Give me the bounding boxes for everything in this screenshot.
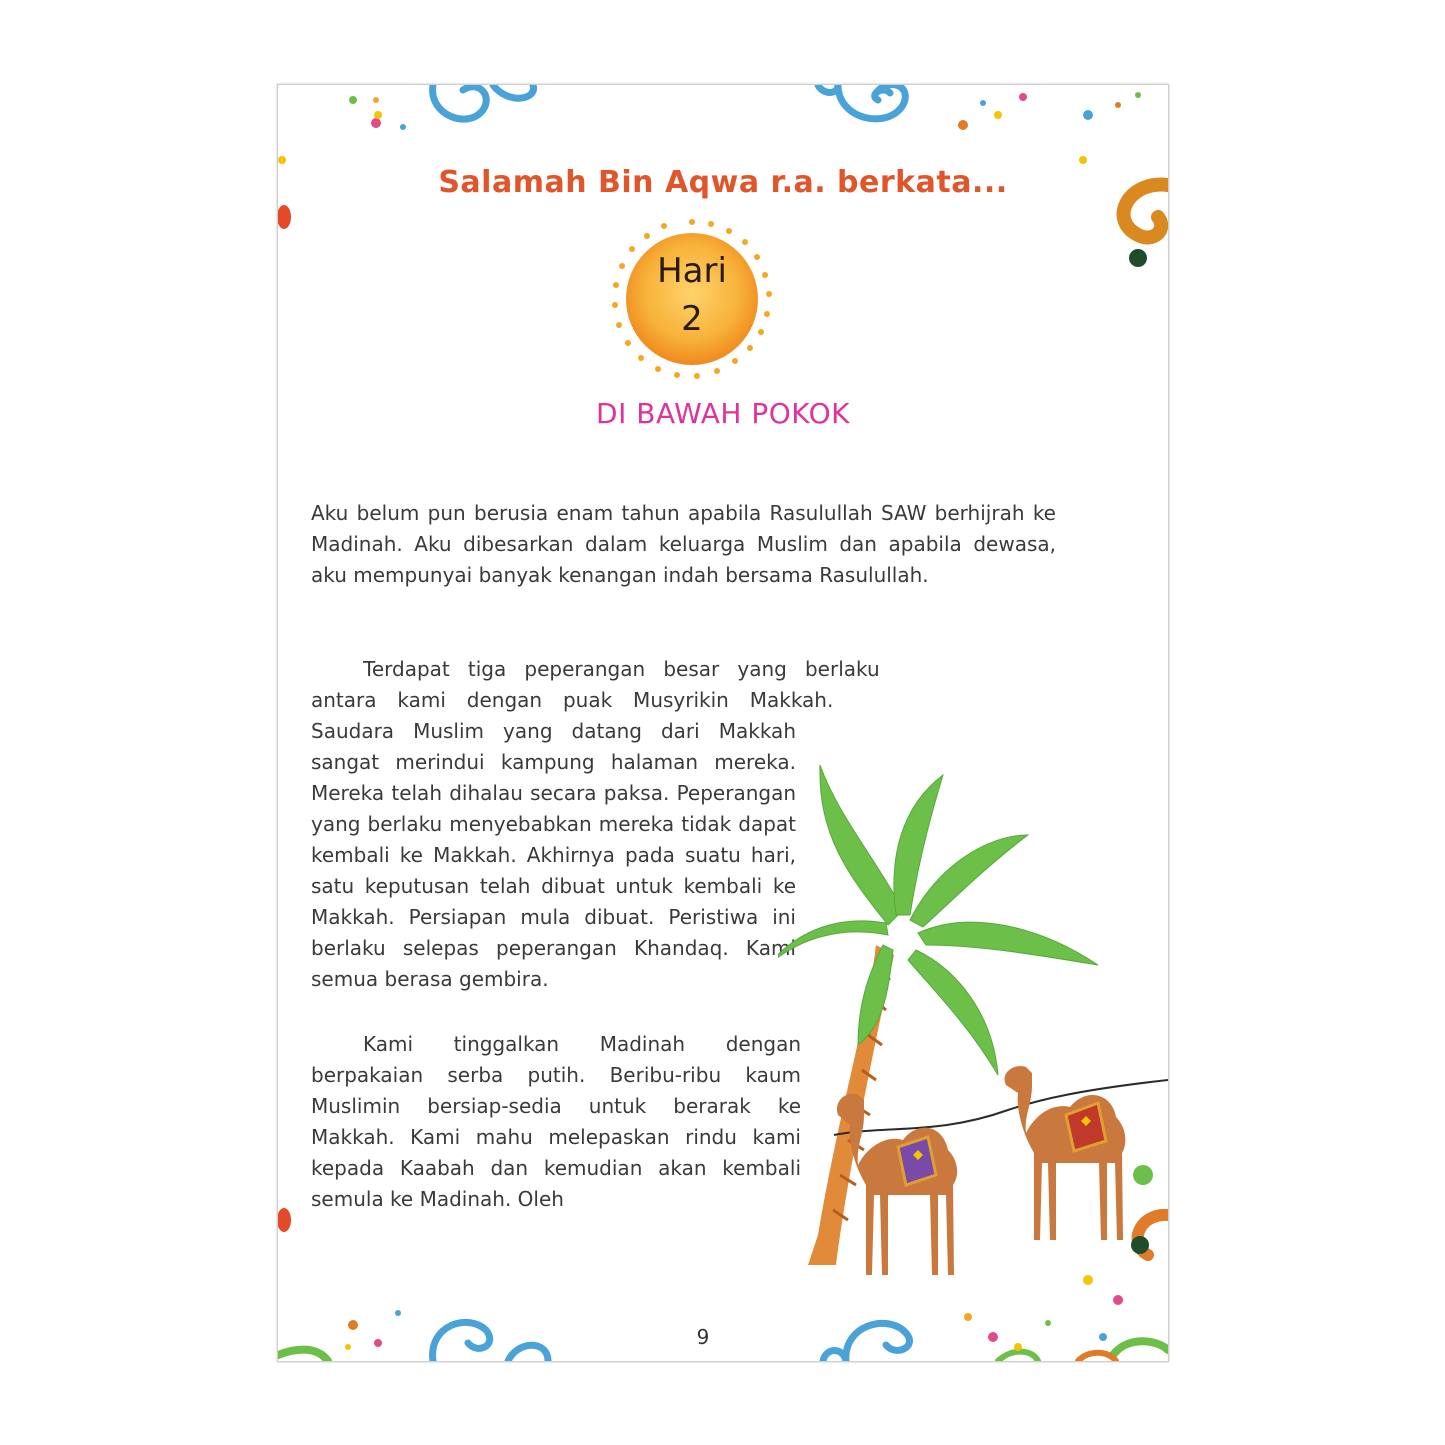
book-page [277, 84, 1169, 1362]
story-subtitle: Salamah Bin Aqwa r.a. berkata... [438, 165, 1008, 200]
paragraph-3: Kami tinggalkan Madinah dengan berpakaian serba putih. Beribu-ribu kaum Muslimin bersiap-sedia untuk berarak ke Makkah. Kami mahu melepaskan rindu kami kepada Kaabah dan kemudian akan kembali semula ke Madinah. Oleh [311, 1032, 801, 1211]
page-number: 9 [696, 1325, 710, 1349]
paragraph-1: Aku belum pun berusia enam tahun apabila Rasulullah SAW berhijrah ke Madinah. Aku dibesarkan dalam keluarga Muslim dan apabila dewasa, aku mempunyai banyak kenangan indah bersama Rasulullah. [311, 501, 1056, 587]
day-number: 2 [681, 299, 703, 339]
day-label: Hari [657, 251, 727, 291]
palm-and-camels-illustration [778, 755, 1168, 1315]
camel-icon [837, 1066, 1125, 1275]
story-title: DI BAWAH POKOK [596, 397, 850, 430]
paragraph-2: Terdapat tiga peperangan besar yang berlaku antara kami dengan puak Musyrikin Makkah. Saudara Muslim yang datang dari Makkah sangat merindui kampung halaman mereka. Mereka telah dihalau secara paksa. Peperangan yang berlaku menyebabkan mereka tidak dapat kembali ke Makkah. Akhirnya pada suatu hari, satu keputusan telah dibuat untuk kembali ke Makkah. Persiapan mula dibuat. Peristiwa ini berlaku selepas peperangan Khandaq. Kami semua berasa gembira. [311, 657, 880, 991]
